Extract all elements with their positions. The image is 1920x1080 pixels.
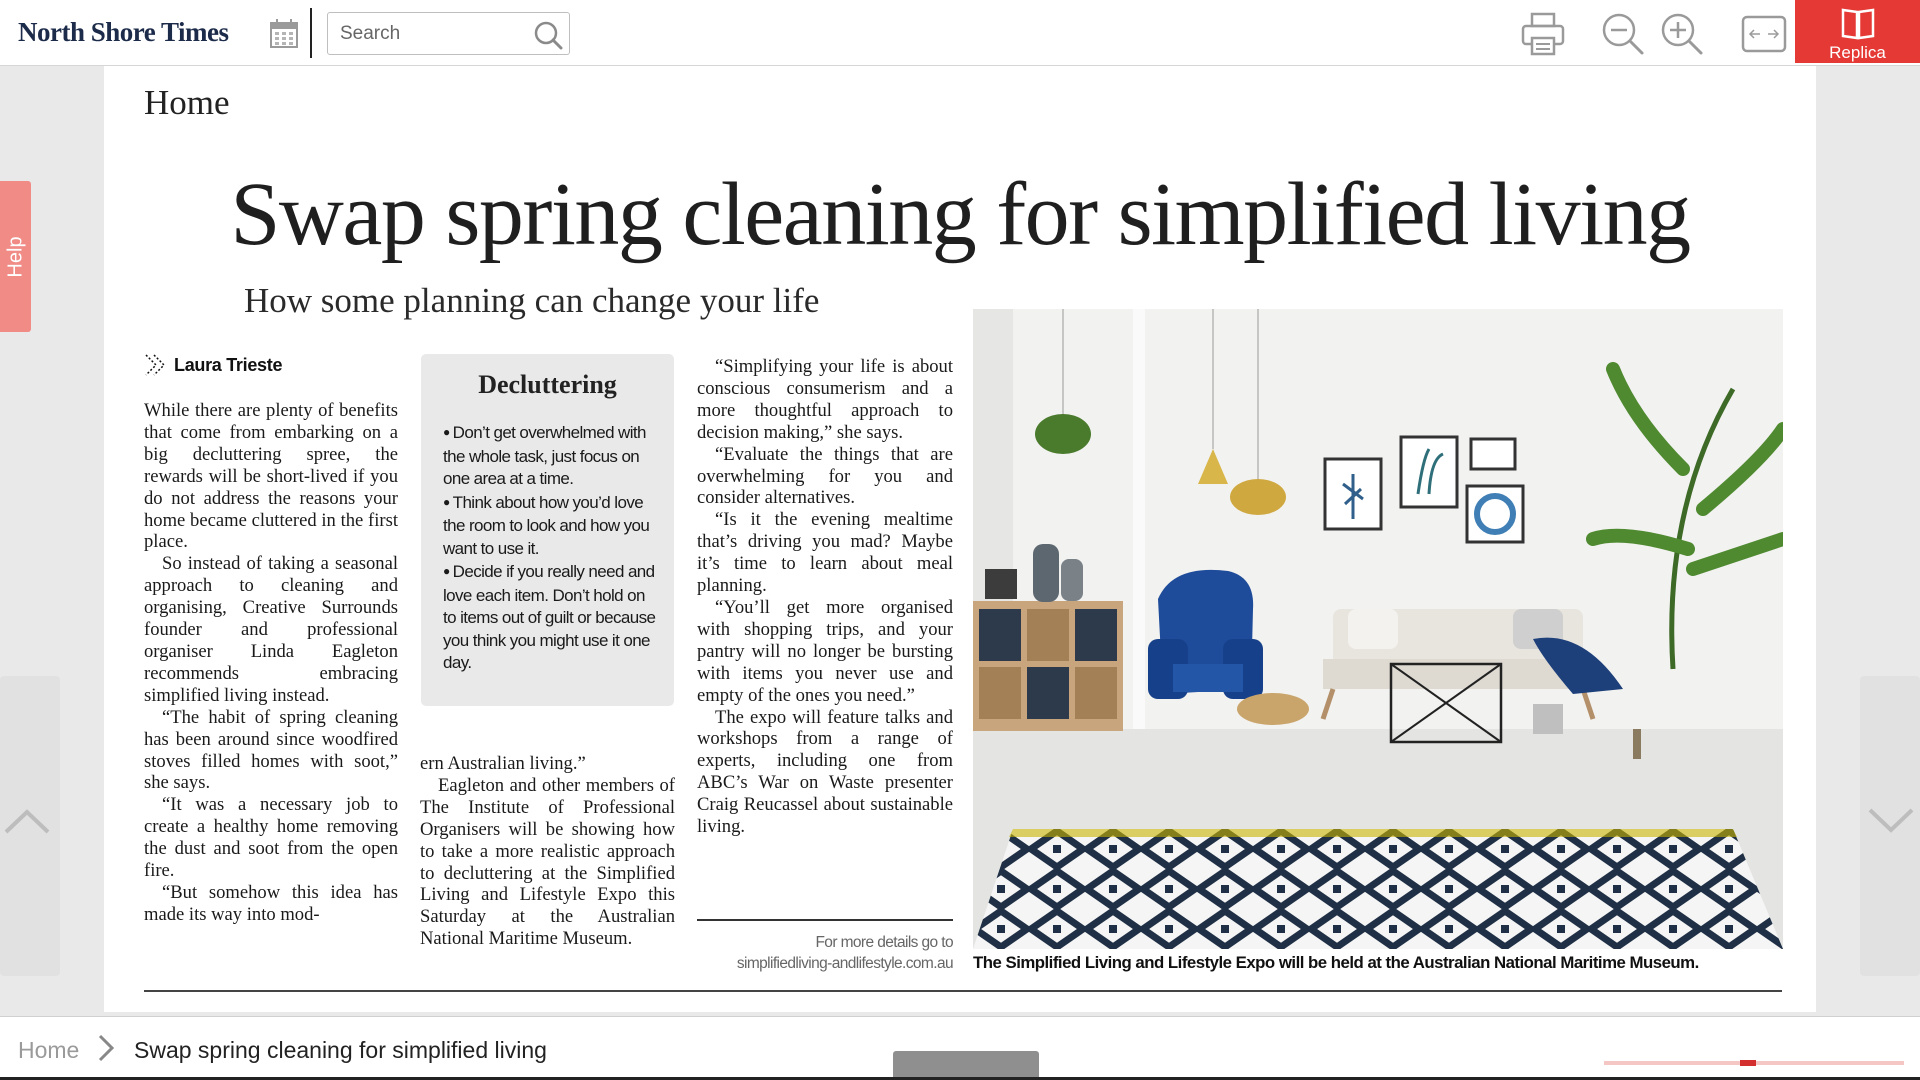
chevron-up-icon: [2, 806, 52, 836]
living-room-photo: [973, 309, 1783, 949]
zoom-in-icon[interactable]: [1658, 10, 1706, 58]
page-progress-marker[interactable]: [1740, 1060, 1756, 1066]
paragraph: “Is it the evening mealtime that’s driving you mad? Maybe it’s time to learn about meal planning.: [697, 509, 953, 597]
tips-list: [443, 422, 658, 676]
replica-icon: [1841, 8, 1875, 40]
search-input[interactable]: [340, 21, 530, 47]
paragraph: While there are plenty of benefits that come from embarking on a big decluttering spree, the rewards will be short-lived if you do not address the reasons your home became cluttered in the first place.: [144, 400, 398, 553]
author-name: Laura Trieste: [174, 354, 283, 375]
chevron-right-icon: [96, 1032, 116, 1064]
paragraph: “It was a necessary job to create a healthy home removing the dust and soot from the open fire.: [144, 794, 398, 882]
article-column-3: [697, 356, 953, 956]
subheadline: How some planning can change your life: [244, 281, 820, 320]
page-bottom-rule: [144, 990, 1782, 992]
paragraph: “The habit of spring cleaning has been around since woodfired stoves filled homes with soot,” she says.: [144, 706, 398, 794]
paragraph: “But somehow this idea has made its way into mod-: [144, 881, 398, 925]
help-label: Help: [4, 235, 26, 278]
chevron-down-icon: [1866, 806, 1916, 836]
article-column-2: [420, 753, 675, 993]
paragraph: “Evaluate the things that are overwhelming for you and consider alternatives.: [697, 443, 953, 509]
tip-item: ● Don’t get overwhelmed with the whole task, just focus on one area at a time.: [443, 422, 658, 491]
replica-label: Replica: [1829, 43, 1886, 62]
search-icon[interactable]: [533, 20, 563, 50]
section-label: Home: [144, 83, 230, 122]
zoom-out-icon[interactable]: [1599, 10, 1647, 58]
more-info: [697, 932, 953, 974]
tip-item: ● Think about how you’d love the room to look and how you want to use it.: [443, 492, 658, 561]
breadcrumb-current: Swap spring cleaning for simplified living: [134, 1037, 547, 1063]
help-tab[interactable]: [0, 181, 31, 332]
previous-page-button[interactable]: [0, 676, 60, 976]
paragraph: “You’ll get more organised with shopping trips, and your pantry will no longer be bursting with items you never use and empty of the ones you need.”: [697, 596, 953, 706]
paragraph: ern Australian living.”: [420, 753, 586, 774]
newspaper-page: [104, 66, 1816, 1012]
replica-button[interactable]: [1795, 0, 1920, 63]
brand-logo[interactable]: North Shore Times: [18, 17, 229, 47]
tips-title: Decluttering: [478, 370, 617, 399]
next-page-button[interactable]: [1860, 676, 1920, 976]
byline-arrow-icon: [144, 353, 168, 377]
page-strip-handle[interactable]: [893, 1051, 1039, 1080]
decluttering-tips-box: [421, 354, 674, 706]
top-toolbar: [0, 0, 1920, 66]
divider: [697, 919, 953, 921]
article-column-1: [144, 400, 398, 990]
headline: Swap spring cleaning for simplified living: [230, 165, 1690, 264]
photo-caption: The Simplified Living and Lifestyle Expo will be held at the Australian National Maritime Museum.: [973, 953, 1699, 972]
paragraph: The expo will feature talks and workshops from a range of experts, including one from ABC’s War on Waste presenter Craig Reucassel about sustainable living.: [697, 706, 953, 838]
paragraph: So instead of taking a seasonal approach to cleaning and organising, Creative Surrounds founder and professional organiser Linda Eagleton recommends embracing simplified living instead.: [144, 553, 398, 706]
toolbar-divider: [310, 8, 312, 58]
calendar-icon[interactable]: [270, 18, 298, 48]
search-box[interactable]: [327, 12, 570, 55]
breadcrumb-home[interactable]: Home: [18, 1037, 80, 1063]
byline: [144, 353, 282, 377]
more-info-link[interactable]: simplifiedliving-andlifestyle.com.au: [736, 955, 953, 972]
print-icon[interactable]: [1519, 10, 1567, 58]
tip-item: ● Decide if you really need and love each item. Don’t hold on to items out of guilt or because you think you might use it one day.: [443, 561, 658, 675]
fit-width-icon[interactable]: [1740, 10, 1788, 58]
paragraph: “Simplifying your life is about conscious consumerism and a more thoughtful approach to decision making,” she says.: [697, 356, 953, 443]
paragraph: Eagleton and other members of The Institute of Professional Organisers will be showing how to take a more realistic approach to decluttering at the Simplified Living and Lifestyle Expo this Saturday at the Australian National Maritime Museum.: [420, 774, 675, 950]
more-info-label: For more details go to: [815, 934, 953, 951]
